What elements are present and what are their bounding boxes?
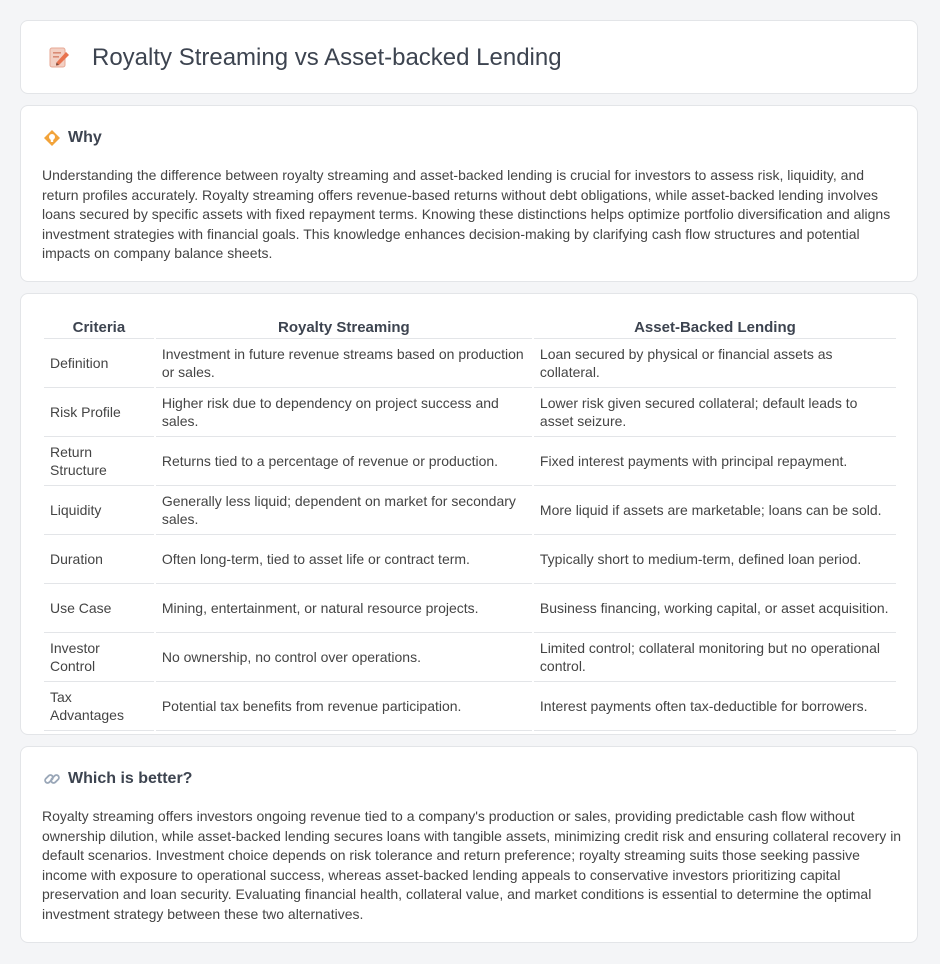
table-row <box>44 682 896 731</box>
asset-backed-lending-cell: More liquid if assets are marketable; loans can be sold. <box>534 486 896 535</box>
table-row <box>44 339 896 388</box>
table-row <box>44 486 896 535</box>
column-header-royalty-streaming: Royalty Streaming <box>156 316 532 339</box>
diamond-lightbulb-icon <box>43 129 61 147</box>
table-row <box>44 535 896 584</box>
royalty-streaming-cell: Higher risk due to dependency on project success and sales. <box>156 388 532 437</box>
criteria-cell: Duration <box>44 535 154 584</box>
criteria-cell: Use Case <box>44 584 154 633</box>
asset-backed-lending-cell: Business financing, working capital, or asset acquisition. <box>534 584 896 633</box>
royalty-streaming-cell: Potential tax benefits from revenue participation. <box>156 682 532 731</box>
table-row <box>44 437 896 486</box>
which-heading <box>43 769 192 789</box>
which-heading-label: Which is better? <box>68 770 193 787</box>
why-heading-label: Why <box>68 129 102 146</box>
document-pencil-icon <box>46 45 72 71</box>
which-is-better-section <box>20 746 918 943</box>
criteria-cell: Liquidity <box>44 486 154 535</box>
criteria-cell: Definition <box>44 339 154 388</box>
criteria-cell: Investor Control <box>44 633 154 682</box>
asset-backed-lending-cell: Interest payments often tax-deductible for borrowers. <box>534 682 896 731</box>
table-row <box>44 388 896 437</box>
royalty-streaming-cell: Often long-term, tied to asset life or contract term. <box>156 535 532 584</box>
table-header-row <box>44 316 896 339</box>
link-icon <box>43 770 61 788</box>
asset-backed-lending-cell: Fixed interest payments with principal repayment. <box>534 437 896 486</box>
why-text: Understanding the difference between royalty streaming and asset-backed lending is crucial for investors to assess risk, liquidity, and return profiles accurately. Royalty streaming offers revenue-based returns without debt obligations, while asset-backed lending involves loans secured by specific assets with fixed repayment terms. Knowing these distinctions helps optimize portfolio diversification and aligns investment strategies with financial goals. This knowledge enhances decision-making by clarifying cash flow structures and potential impacts on company balance sheets. <box>42 167 891 262</box>
table-row <box>44 633 896 682</box>
column-header-asset-backed-lending: Asset-Backed Lending <box>534 316 896 339</box>
asset-backed-lending-cell: Limited control; collateral monitoring but no operational control. <box>534 633 896 682</box>
page-title: Royalty Streaming vs Asset-backed Lending <box>92 44 562 71</box>
comparison-table-section <box>20 293 918 735</box>
royalty-streaming-cell: Returns tied to a percentage of revenue or production. <box>156 437 532 486</box>
table-row <box>44 584 896 633</box>
column-header-criteria: Criteria <box>44 316 154 339</box>
which-text: Royalty streaming offers investors ongoing revenue tied to a company's production or sales, providing predictable cash flow without ownership dilution, while asset-backed lending secures loans with tangible assets, minimizing credit risk and ensuring collateral recovery in default scenarios. Investment choice depends on risk tolerance and return preference; royalty streaming suits those seeking passive income with exposure to operational success, whereas asset-backed lending appeals to conservative investors prioritizing capital preservation and loan security. Evaluating financial health, collateral value, and market conditions is essential to determine the optimal investment strategy between these two alternatives. <box>42 808 902 922</box>
header-card <box>20 20 918 94</box>
royalty-streaming-cell: Generally less liquid; dependent on market for secondary sales. <box>156 486 532 535</box>
criteria-cell: Tax Advantages <box>44 682 154 731</box>
criteria-cell: Return Structure <box>44 437 154 486</box>
why-heading <box>43 128 102 148</box>
royalty-streaming-cell: No ownership, no control over operations. <box>156 633 532 682</box>
asset-backed-lending-cell: Loan secured by physical or financial assets as collateral. <box>534 339 896 388</box>
royalty-streaming-cell: Mining, entertainment, or natural resource projects. <box>156 584 532 633</box>
asset-backed-lending-cell: Typically short to medium-term, defined loan period. <box>534 535 896 584</box>
asset-backed-lending-cell: Lower risk given secured collateral; default leads to asset seizure. <box>534 388 896 437</box>
royalty-streaming-cell: Investment in future revenue streams based on production or sales. <box>156 339 532 388</box>
why-section <box>20 105 918 282</box>
comparison-table <box>42 316 898 731</box>
criteria-cell: Risk Profile <box>44 388 154 437</box>
